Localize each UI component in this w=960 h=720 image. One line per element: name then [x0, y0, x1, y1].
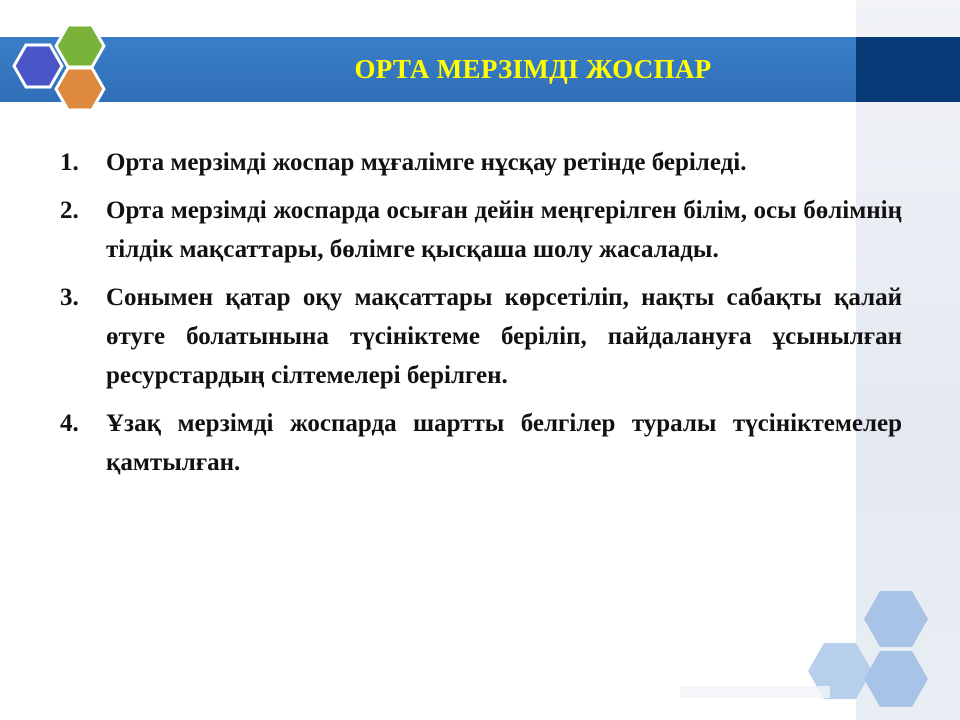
title-bar-dark-segment: [856, 37, 960, 102]
list-item-text: Сонымен қатар оқу мақсаттары көрсетіліп, нақты сабақты қалай өтуге болатынына түсініктеме беріліп, пайдалануға ұсынылған ресурстардың сілтемелері берілген.: [106, 284, 902, 389]
list-item: [60, 278, 902, 395]
list-item-text: Орта мерзімді жоспарда осыған дейін меңгерілген білім, осы бөлімнің тілдік мақсаттары, бөлімге қысқаша шолу жасалады.: [106, 197, 902, 263]
hexagon-logo-icon: [0, 0, 130, 120]
list-item: [60, 143, 902, 182]
light-hexagon-top: [864, 591, 928, 647]
numbered-list: [60, 143, 902, 491]
slide-title: ОРТА МЕРЗІМДІ ЖОСПАР: [354, 54, 712, 84]
list-item-number: 3.: [60, 284, 79, 311]
list-item-number: 4.: [60, 410, 79, 437]
list-item-number: 1.: [60, 149, 79, 176]
blue-hexagon: [14, 45, 62, 87]
orange-hexagon: [56, 68, 104, 110]
list-item: [60, 191, 902, 269]
watermark-strip: [680, 686, 830, 698]
list-item-text: Ұзақ мерзімді жоспарда шартты белгілер туралы түсініктемелер қамтылған.: [106, 410, 902, 476]
list-item-number: 2.: [60, 197, 79, 224]
light-hexagon-bottom: [864, 651, 928, 707]
decorative-hexagons-icon: [800, 585, 960, 720]
green-hexagon: [56, 25, 104, 67]
list-item: [60, 404, 902, 482]
list-item-text: Орта мерзімді жоспар мұғалімге нұсқау ретінде беріледі.: [106, 149, 747, 176]
